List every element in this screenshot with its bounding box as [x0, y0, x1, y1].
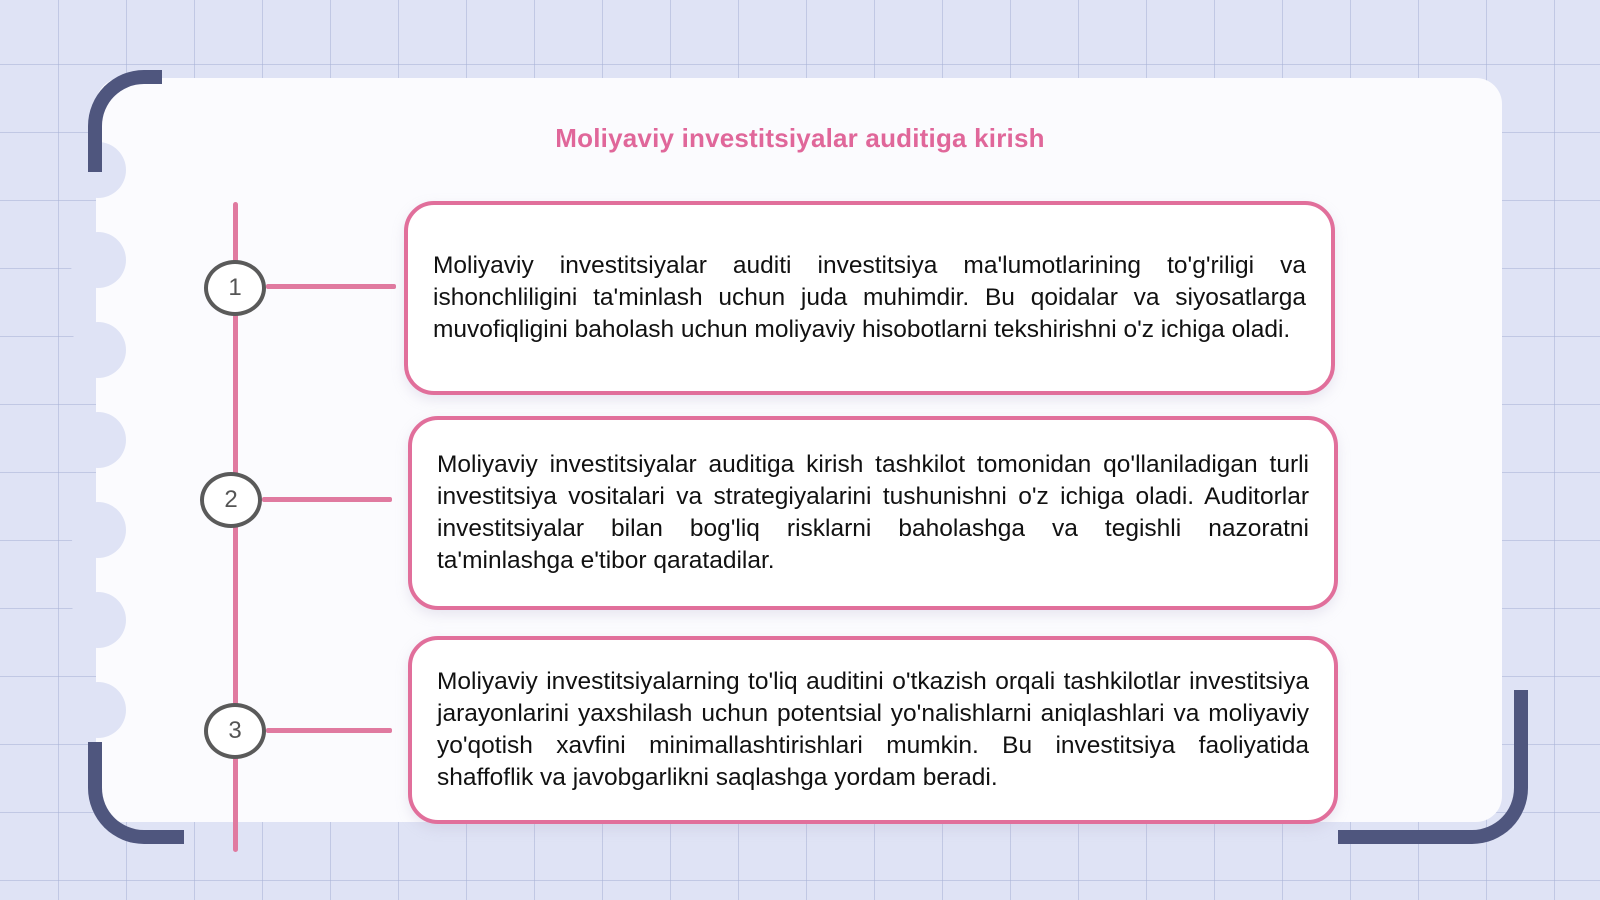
timeline-connector-1 — [266, 284, 396, 289]
timeline-card-1 — [404, 201, 1335, 395]
timeline-node-1: 1 — [204, 260, 266, 316]
paper-edge-scallop — [70, 322, 126, 378]
paper-edge-scallop — [70, 502, 126, 558]
timeline-card-text-3: Moliyaviy investitsiyalarning to'liq auditini o'tkazish orqali tashkilotlar investitsiya jarayonlarini yaxshilash uchun potentsial yo'nalishlarni aniqlashlari va moliyaviy yo'qotish xavfini minimallashtirishlari mumkin. Bu investitsiya faoliyatida shaffoflik va javobgarlikni saqlashga yordam beradi. — [437, 668, 1309, 791]
slide-title: Moliyaviy investitsiyalar auditiga kirish — [555, 123, 1045, 153]
paper-edge-scallop — [70, 682, 126, 738]
timeline-connector-3 — [266, 728, 392, 733]
timeline-card-2 — [408, 416, 1338, 610]
paper-edge-scallop — [70, 232, 126, 288]
timeline-node-3: 3 — [204, 703, 266, 759]
timeline-card-3 — [408, 636, 1338, 824]
timeline-connector-2 — [262, 497, 392, 502]
frame-corner-top-left — [88, 70, 162, 172]
timeline-node-2: 2 — [200, 472, 262, 528]
paper-edge-scallop — [70, 412, 126, 468]
timeline-card-text-1: Moliyaviy investitsiyalar auditi investitsiya ma'lumotlarining to'g'riligi va ishonchliligini ta'minlash uchun juda muhimdir. Bu qoidalar va siyosatlarga muvofiqligini baholash uchun moliyaviy hisobotlarni tekshirishni o'z ichiga oladi. — [433, 252, 1306, 343]
timeline-card-text-2: Moliyaviy investitsiyalar auditiga kirish tashkilot tomonidan qo'llaniladigan turli investitsiya vositalari va strategiyalarini tushunishni o'z ichiga oladi. Auditorlar investitsiyalar bilan bog'liq risklarni baholashga va tegishli nazoratni ta'minlashga e'tibor qaratadilar. — [437, 451, 1309, 574]
frame-corner-bottom-right — [1338, 690, 1528, 844]
paper-edge-scallop — [70, 592, 126, 648]
frame-corner-bottom-left — [88, 742, 184, 844]
